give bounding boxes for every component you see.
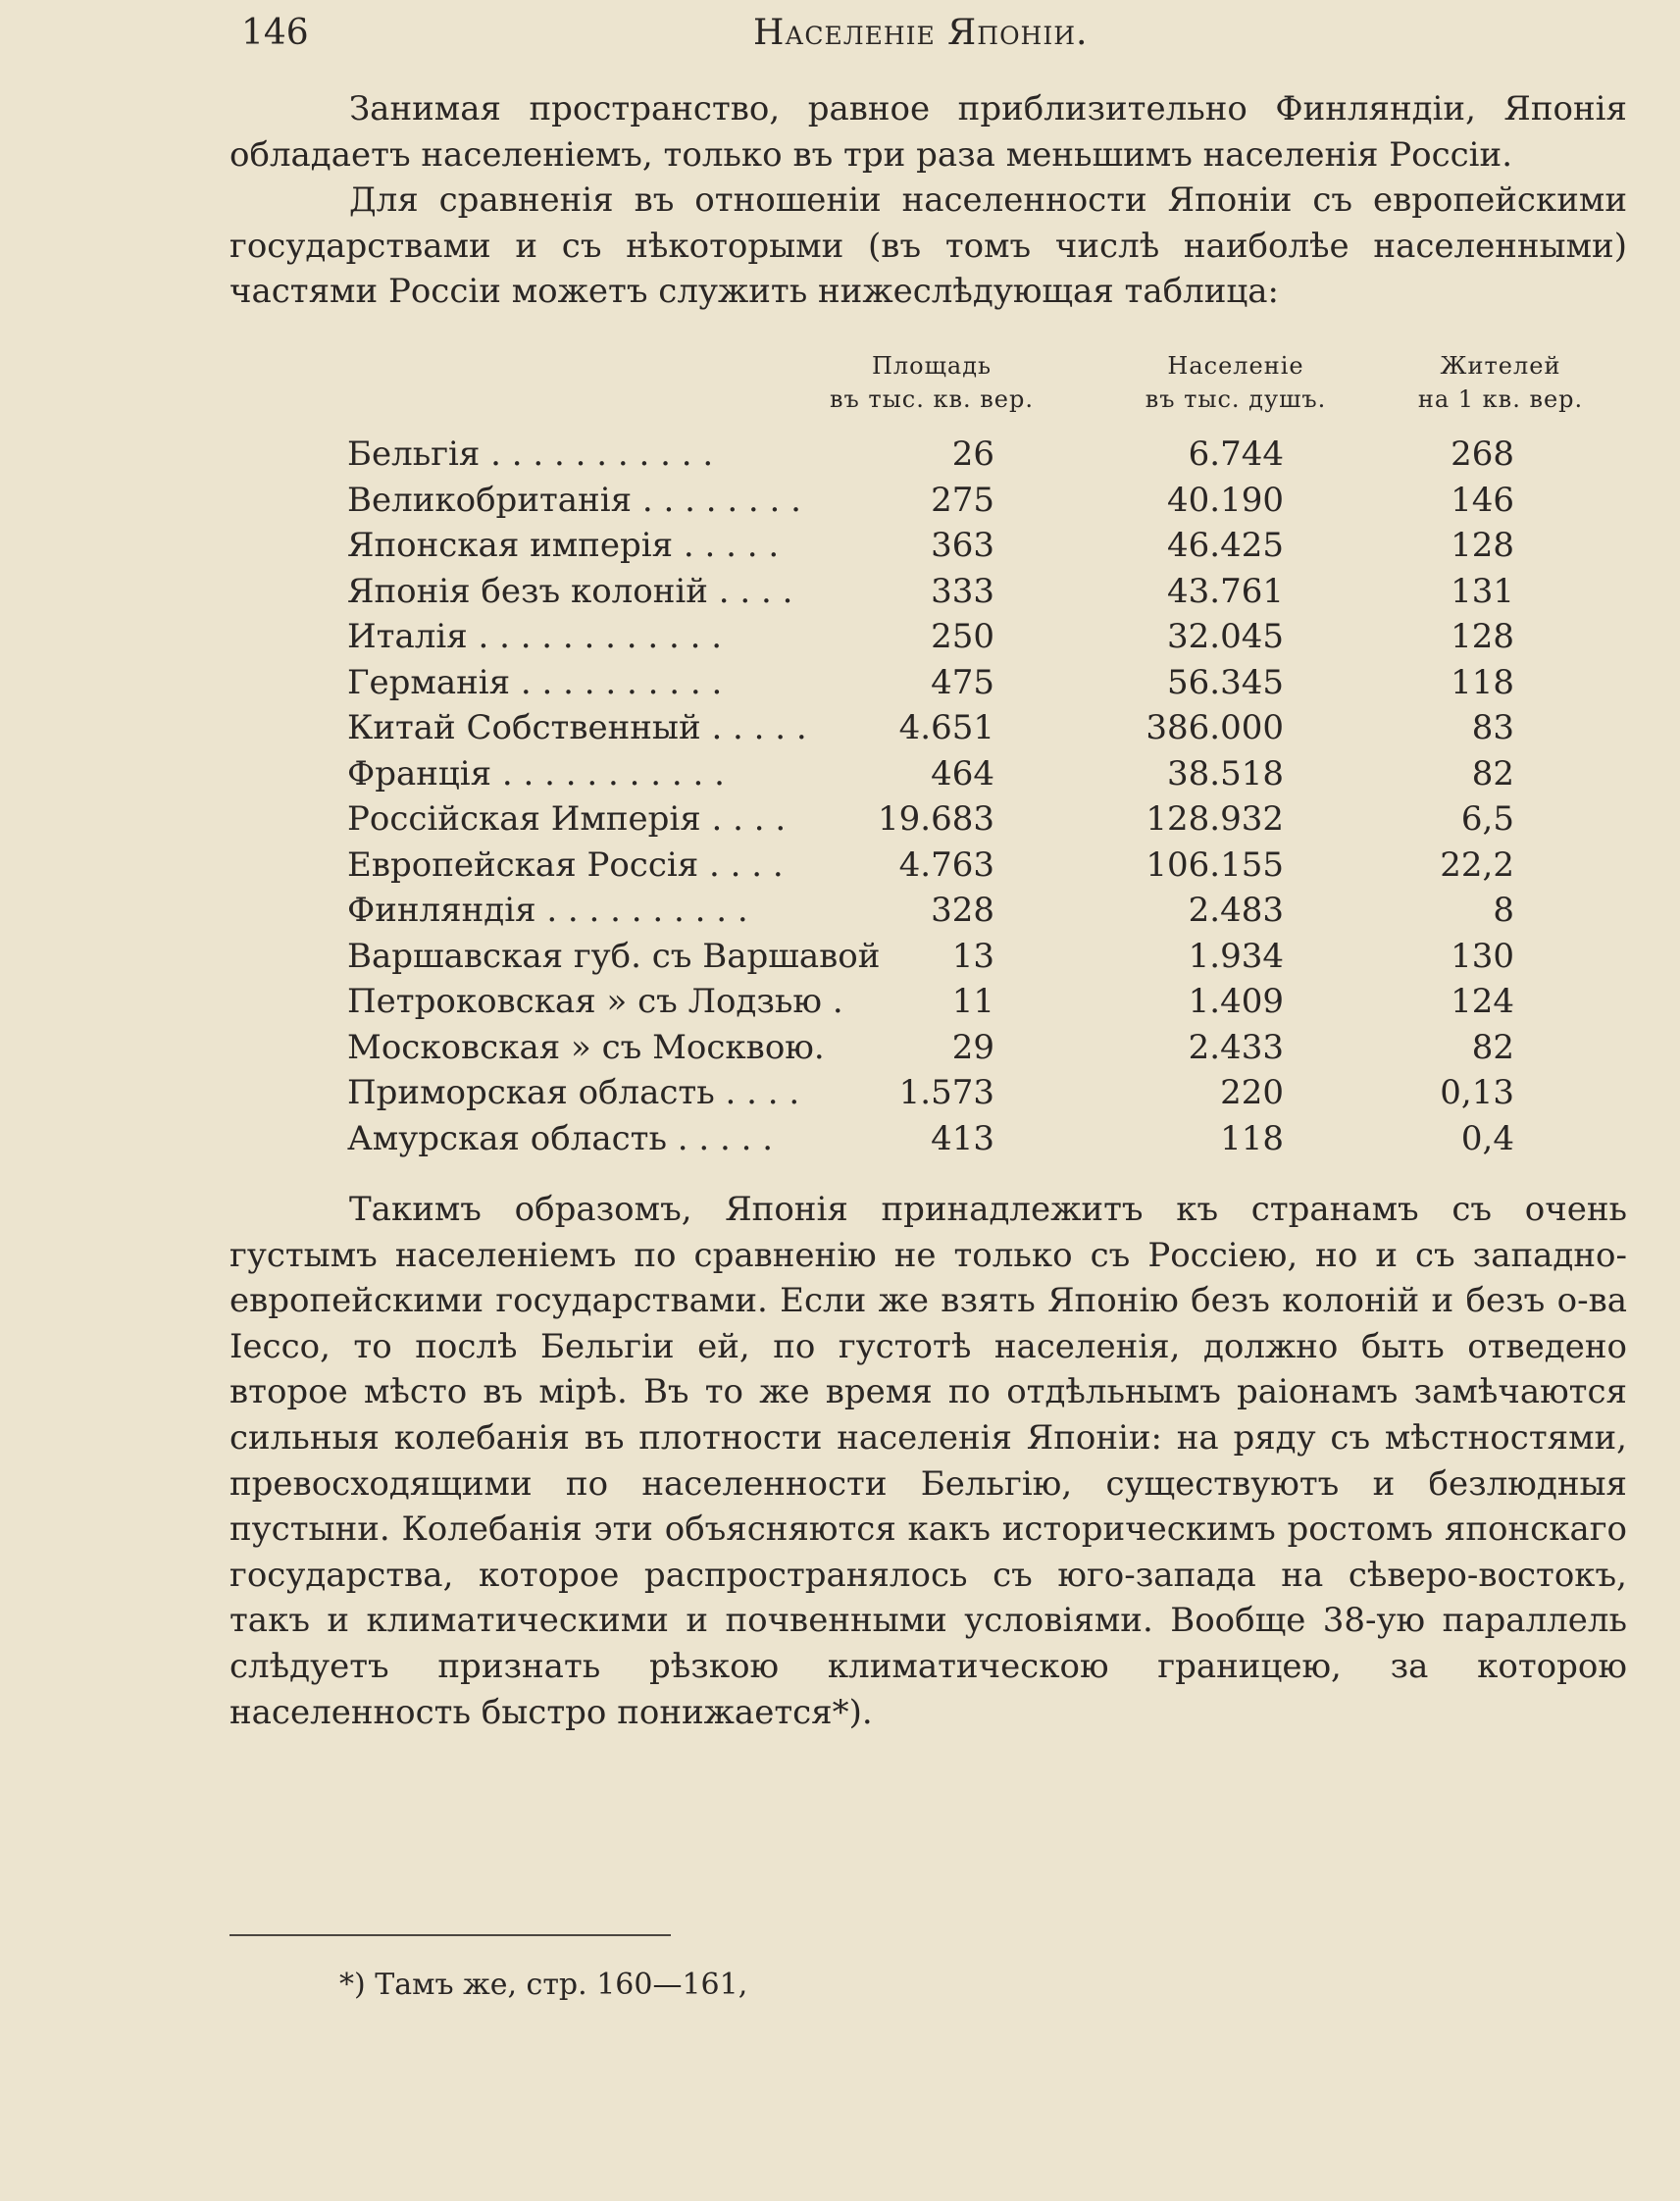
conclusion-text: [229, 1187, 1627, 1735]
density-value: 22,2: [1440, 845, 1514, 885]
area-value: 29: [951, 1027, 994, 1067]
header-population-line-2: въ тыс. душъ.: [1145, 385, 1327, 413]
population-value: 386.000: [1145, 708, 1284, 747]
area-value: 333: [931, 571, 994, 611]
table-row: [347, 751, 1632, 797]
population-value: 43.761: [1167, 571, 1284, 611]
region-name: Японiя безъ колонiй . . . .: [347, 571, 793, 611]
density-value: 82: [1471, 753, 1514, 793]
intro-paragraph-1: Занимая пространство, равное приблизительно Финляндiи, Японiя обладаетъ населенiемъ, только въ три раза меньшимъ населенiя Россiи.: [229, 89, 1627, 175]
area-value: 11: [951, 982, 994, 1021]
density-value: 0,4: [1460, 1118, 1514, 1158]
region-name: Францiя . . . . . . . . . . .: [347, 753, 725, 793]
area-value: 26: [951, 435, 994, 474]
table-row: [347, 432, 1632, 478]
area-value: 19.683: [878, 799, 994, 839]
region-name: Россiйская Имперiя . . . .: [347, 799, 787, 839]
table-row: [347, 1025, 1632, 1071]
area-value: 328: [931, 891, 994, 930]
header-density: [1373, 349, 1628, 416]
population-value: 2.433: [1188, 1027, 1284, 1067]
header-population: [1108, 349, 1363, 416]
table-row: [347, 1116, 1632, 1162]
area-value: 464: [931, 753, 994, 793]
page-header: [241, 4, 1634, 63]
intro-paragraph-2: Для сравненiя въ отношенiи населенности Японiи съ европейскими государствами и съ нѣкоторыми (въ томъ числѣ наиболѣе населенными) частями Россiи можетъ служить нижеслѣдующая таблица:: [229, 180, 1627, 312]
population-value: 32.045: [1167, 617, 1284, 656]
region-name: Финляндiя . . . . . . . . . .: [347, 891, 748, 930]
area-value: 413: [931, 1118, 994, 1158]
footnote-rule: [229, 1934, 671, 1936]
table-row: [347, 569, 1632, 615]
density-value: 146: [1451, 480, 1514, 520]
density-value: 6,5: [1460, 799, 1514, 839]
density-value: 0,13: [1440, 1073, 1514, 1112]
table-row: [347, 660, 1632, 706]
density-value: 128: [1451, 526, 1514, 565]
density-value: 118: [1451, 662, 1514, 702]
table-row: [347, 843, 1632, 889]
density-value: 128: [1451, 617, 1514, 656]
table-row: [347, 934, 1632, 980]
density-value: 131: [1451, 571, 1514, 611]
table-row: [347, 1070, 1632, 1116]
table-row: [347, 478, 1632, 524]
footnote: *) Тамъ же, стр. 160—161,: [339, 1968, 748, 2002]
running-title: Населенiе Японiи.: [753, 13, 1089, 53]
header-area: [804, 349, 1059, 416]
density-value: 130: [1451, 936, 1514, 976]
population-value: 56.345: [1167, 662, 1284, 702]
area-value: 4.763: [898, 845, 994, 885]
header-population-line-1: Населенiе: [1167, 352, 1304, 380]
region-name: Приморская область . . . .: [347, 1073, 800, 1112]
area-value: 1.573: [898, 1073, 994, 1112]
area-value: 475: [931, 662, 994, 702]
population-value: 1.934: [1188, 936, 1284, 976]
density-value: 268: [1451, 435, 1514, 474]
density-value: 124: [1451, 982, 1514, 1021]
header-density-line-2: на 1 кв. вер.: [1417, 385, 1584, 413]
table-row: [347, 888, 1632, 934]
table-row: [347, 614, 1632, 660]
region-name: Великобританiя . . . . . . . .: [347, 480, 801, 520]
region-name: Варшавская губ. съ Варшавой: [347, 936, 881, 976]
population-value: 118: [1220, 1118, 1284, 1158]
table-row: [347, 979, 1632, 1025]
region-name: Московская » съ Москвою.: [347, 1027, 825, 1067]
table-row: [347, 705, 1632, 751]
region-name: Амурская область . . . . .: [347, 1118, 774, 1158]
header-area-line-1: Площадь: [871, 352, 993, 380]
region-name: Китай Собственный . . . . .: [347, 708, 807, 747]
area-value: 13: [951, 936, 994, 976]
header-density-line-1: Жителей: [1440, 352, 1561, 380]
population-table: [347, 432, 1632, 1161]
population-value: 1.409: [1188, 982, 1284, 1021]
population-value: 38.518: [1167, 753, 1284, 793]
table-row: [347, 523, 1632, 569]
population-value: 220: [1220, 1073, 1284, 1112]
intro-text: [229, 86, 1627, 315]
region-name: Германiя . . . . . . . . . .: [347, 662, 723, 702]
area-value: 275: [931, 480, 994, 520]
region-name: Италiя . . . . . . . . . . . .: [347, 617, 723, 656]
population-value: 6.744: [1188, 435, 1284, 474]
population-value: 46.425: [1167, 526, 1284, 565]
header-area-line-2: въ тыс. кв. вер.: [830, 385, 1034, 413]
region-name: Японская имперiя . . . . .: [347, 526, 780, 565]
population-value: 106.155: [1145, 845, 1284, 885]
population-value: 2.483: [1188, 891, 1284, 930]
region-name: Петроковская » съ Лодзью .: [347, 982, 843, 1021]
population-value: 128.932: [1145, 799, 1284, 839]
region-name: Европейская Россiя . . . .: [347, 845, 784, 885]
density-value: 82: [1471, 1027, 1514, 1067]
population-value: 40.190: [1167, 480, 1284, 520]
area-value: 250: [931, 617, 994, 656]
area-value: 4.651: [898, 708, 994, 747]
area-value: 363: [931, 526, 994, 565]
table-row: [347, 796, 1632, 843]
conclusion-paragraph: Такимъ образомъ, Японiя принадлежитъ къ странамъ съ очень густымъ населенiемъ по сравненiю не только съ Россiею, но и съ западно-европейскими государствами. Если же взять Японiю безъ колонiй и безъ о-ва Iессо, то послѣ Бельгiи ей, по густотѣ населенiя, должно быть отведено второе мѣсто въ мiрѣ. Въ то же время по отдѣльнымъ раiонамъ замѣчаются сильныя колебанiя въ плотности населенiя Японiи: на ряду съ мѣстностями, превосходящими по населенности Бельгiю, существуютъ и безлюдныя пустыни. Колебанiя эти объясняются какъ историческимъ ростомъ японскаго государства, которое распространялось съ юго-запада на сѣверо-востокъ, такъ и климатическими и почвенными условiями. Вообще 38-ую параллель слѣдуетъ признать рѣзкою климатическою границею, за которою населенность быстро понижается*).: [229, 1190, 1627, 1732]
density-value: 8: [1493, 891, 1514, 930]
density-value: 83: [1471, 708, 1514, 747]
page-number: 146: [241, 13, 309, 53]
region-name: Бельгiя . . . . . . . . . . .: [347, 435, 714, 474]
